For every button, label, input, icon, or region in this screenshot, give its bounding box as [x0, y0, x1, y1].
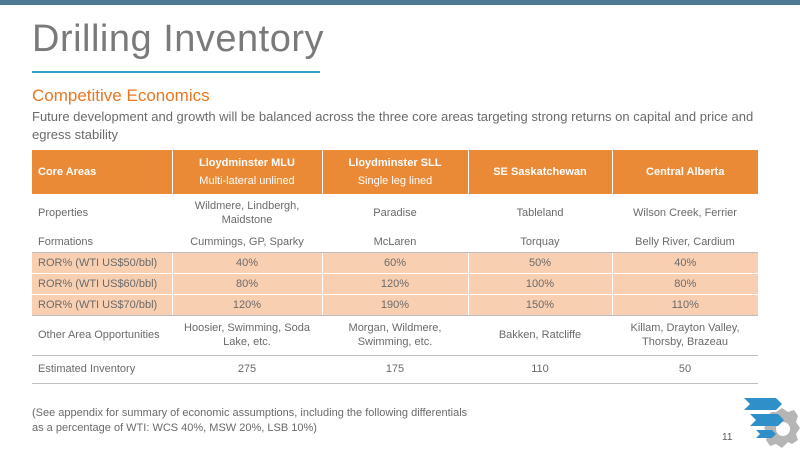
row-label: Estimated Inventory [32, 355, 172, 383]
page-number: 11 [722, 432, 733, 443]
table-cell: 110 [468, 355, 612, 383]
table-cell: 100% [468, 273, 612, 294]
table-cell: 175 [322, 355, 468, 383]
header-lloydminster-mlu [172, 150, 322, 194]
table-cell: 40% [612, 252, 758, 273]
row-label: ROR% (WTI US$60/bbl) [32, 273, 172, 294]
intro-text: Future development and growth will be balanced across the three core areas targeting strong returns on capital and price and egress stability [32, 109, 754, 142]
table-row-ror-50 [32, 252, 758, 273]
row-label: ROR% (WTI US$50/bbl) [32, 252, 172, 273]
economics-table [32, 150, 758, 384]
table-cell: 50 [612, 355, 758, 383]
header-lloydminster-sll [322, 150, 468, 194]
header-lloydminster-mlu-subtitle: Multi-lateral unlined [199, 175, 295, 187]
table-cell: 150% [468, 294, 612, 315]
row-label: Formations [32, 232, 172, 252]
table-cell: Bakken, Ratcliffe [468, 315, 612, 355]
table-row-properties [32, 194, 758, 232]
footnote-line-1: (See appendix for summary of economic assumptions, including the following differentials [32, 407, 468, 419]
header-se-saskatchewan: SE Saskatchewan [468, 150, 612, 194]
row-label: Other Area Opportunities [32, 315, 172, 355]
table-cell: 110% [612, 294, 758, 315]
page-title: Drilling Inventory [32, 18, 324, 60]
table-cell: Hoosier, Swimming, Soda Lake, etc. [172, 315, 322, 355]
table-cell: Wildmere, Lindbergh, Maidstone [194, 200, 300, 226]
top-accent-bar [0, 0, 800, 5]
table-row-ror-60 [32, 273, 758, 294]
table-cell: 40% [172, 252, 322, 273]
table-cell: Wilson Creek, Ferrier [633, 207, 737, 219]
table-cell: 80% [612, 273, 758, 294]
table-cell: Cummings, GP, Sparky [172, 232, 322, 252]
header-lloydminster-sll-subtitle: Single leg lined [357, 175, 433, 187]
table-row-estimated-inventory [32, 355, 758, 383]
table-cell: 120% [322, 273, 468, 294]
table-cell: 275 [172, 355, 322, 383]
header-lloydminster-mlu-name: Lloydminster MLU [199, 157, 295, 169]
table-cell: 190% [322, 294, 468, 315]
row-label: Properties [38, 207, 89, 219]
table-cell: Tableland [516, 207, 564, 219]
row-label: ROR% (WTI US$70/bbl) [32, 294, 172, 315]
table-cell: Killam, Drayton Valley, Thorsby, Brazeau [612, 315, 758, 355]
table-header-row [32, 150, 758, 194]
header-core-areas: Core Areas [32, 150, 172, 194]
table-cell: 120% [172, 294, 322, 315]
header-lloydminster-sll-name: Lloydminster SLL [348, 157, 442, 169]
table-cell: 80% [172, 273, 322, 294]
table-cell: McLaren [322, 232, 468, 252]
gear-arrow-logo-icon [738, 386, 800, 450]
footnote-line-2: as a percentage of WTI: WCS 40%, MSW 20%, LSB 10%) [32, 422, 317, 434]
header-central-alberta: Central Alberta [612, 150, 758, 194]
table-cell: 60% [322, 252, 468, 273]
table-cell: 50% [468, 252, 612, 273]
table-row-formations [32, 232, 758, 252]
table-cell: Belly River, Cardium [612, 232, 758, 252]
title-underline [32, 71, 320, 73]
footnote [32, 406, 592, 436]
table-row-other-opportunities [32, 315, 758, 355]
table-cell: Morgan, Wildmere, Swimming, etc. [322, 315, 468, 355]
table-cell: Paradise [373, 207, 417, 219]
section-subtitle: Competitive Economics [32, 86, 210, 105]
table-row-ror-70 [32, 294, 758, 315]
table-cell: Torquay [468, 232, 612, 252]
